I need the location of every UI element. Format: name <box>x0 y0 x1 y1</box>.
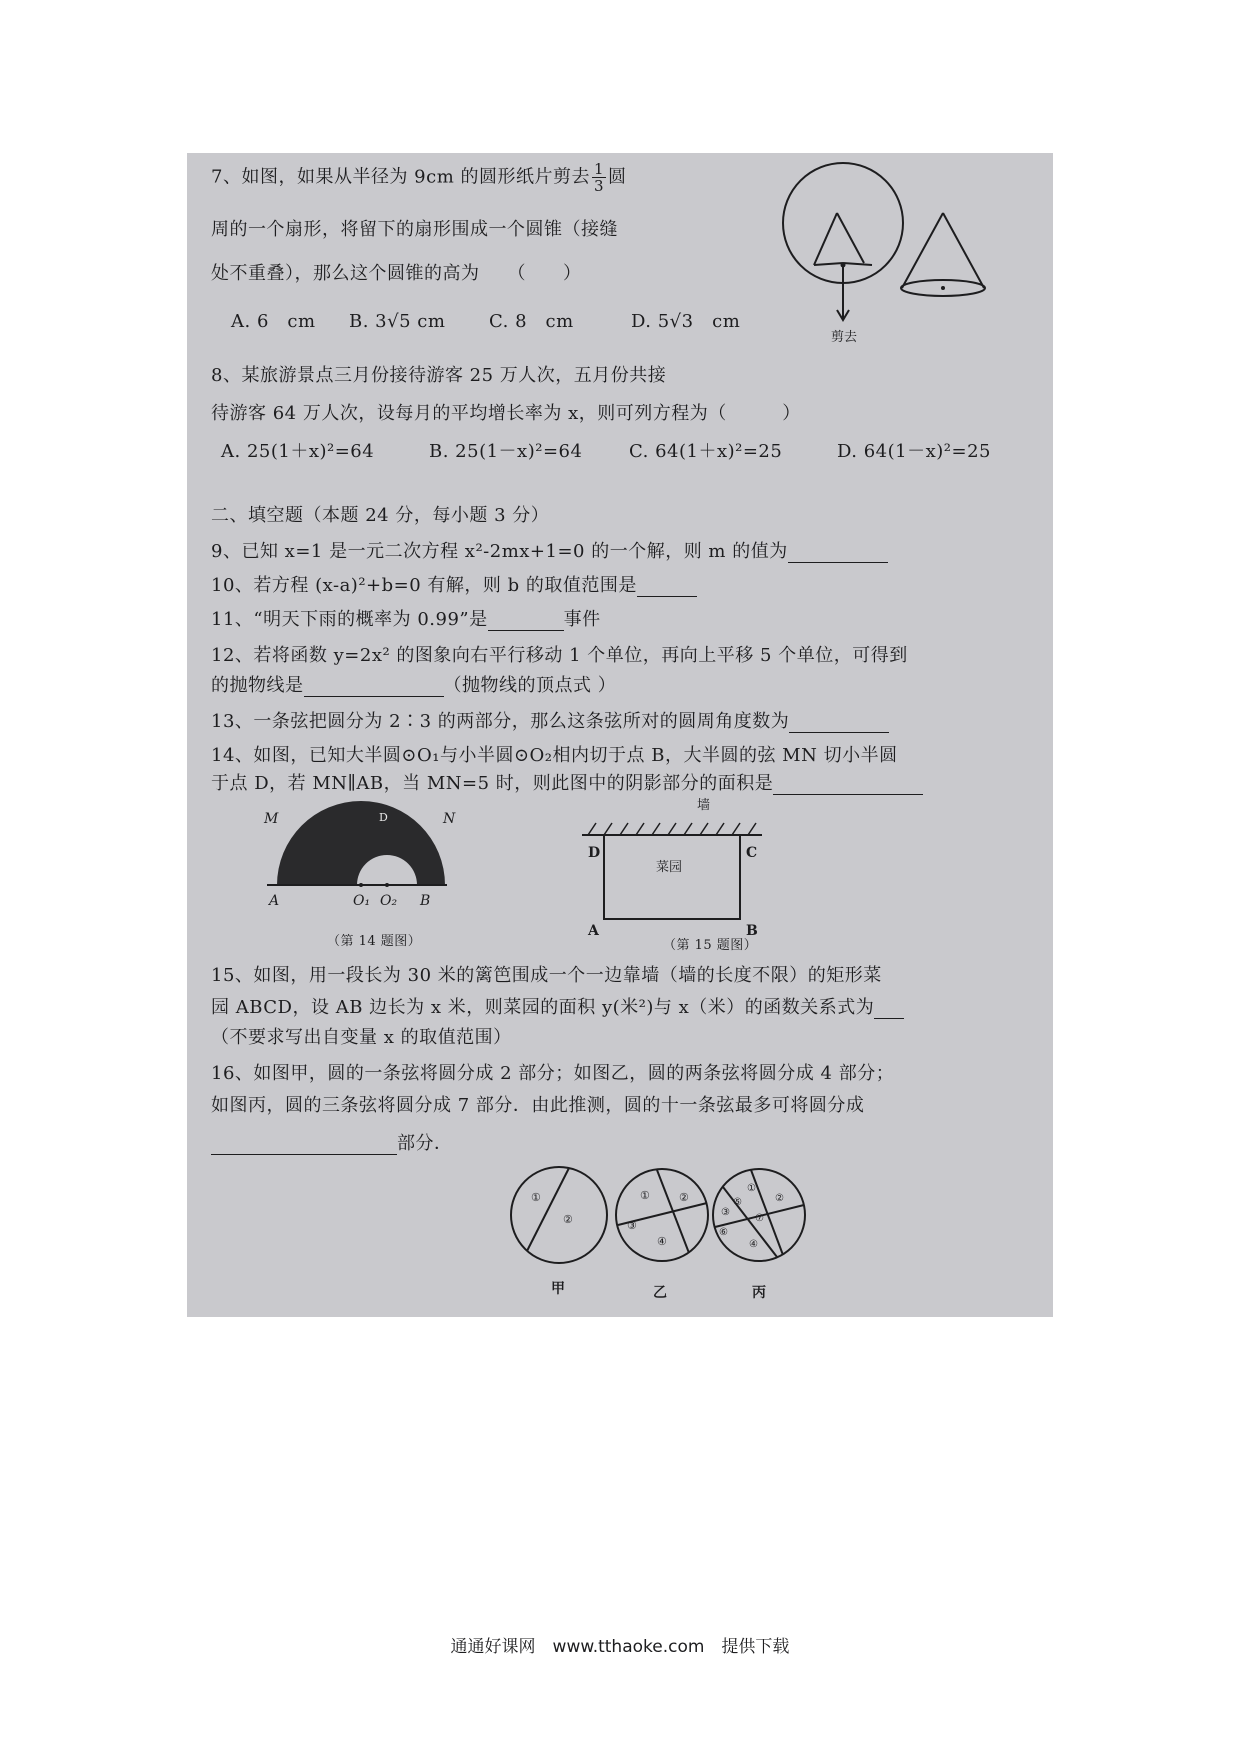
wall-label: 墙 <box>697 798 711 813</box>
figure-15 <box>582 793 822 943</box>
q16-line3 <box>211 1133 453 1155</box>
q7-option-c: C. 8 cm <box>489 311 574 332</box>
q12-line1: 12、若将函数 y=2x² 的图象向右平行移动 1 个单位，再向上平移 5 个单位，可得到 <box>211 645 908 666</box>
label-d: D <box>588 845 601 861</box>
q16-line2: 如图丙，圆的三条弦将圆分成 7 部分．由此推测，圆的十一条弦最多可将圆分成 <box>211 1095 865 1116</box>
q10-line <box>211 575 697 597</box>
sector-line-2 <box>837 213 864 263</box>
label-o2: O₂ <box>380 893 398 909</box>
label-a: A <box>269 893 280 909</box>
label-b: B <box>746 923 758 939</box>
q16-text-end: 部分． <box>397 1133 453 1154</box>
q8-option-a: A. 25(1＋x)²=64 <box>221 441 375 462</box>
figure-14 <box>257 793 497 913</box>
region-6: ⑥ <box>719 1227 728 1238</box>
q13-text: 13、一条弦把圆分为 2∶3 的两部分，那么这条弦所对的圆周角度数为 <box>211 711 790 732</box>
q11-text: 11、“明天下雨的概率为 0.99”是 <box>211 609 488 630</box>
label-bing: 丙 <box>752 1285 766 1301</box>
sector-edge-right <box>843 263 872 265</box>
wall-hatching <box>588 823 756 835</box>
q12-text-end: （抛物线的顶点式 ） <box>443 675 617 696</box>
q12-line2 <box>211 675 616 697</box>
label-a: A <box>588 923 599 939</box>
region-2: ② <box>563 1213 573 1226</box>
q12-text: 的抛物线是 <box>211 675 304 696</box>
q14-line1: 14、如图，已知大半圆⊙O₁与小半圆⊙O₂相内切于点 B，大半圆的弦 MN 切小半圆 <box>211 745 898 766</box>
q11-answer-blank <box>488 612 564 631</box>
q7-option-d: D. 5√3 cm <box>631 311 741 332</box>
q7-text-end: 圆 <box>608 166 627 188</box>
region-1: ① <box>531 1191 541 1204</box>
q10-answer-blank <box>637 578 697 597</box>
region-4: ④ <box>657 1235 667 1248</box>
q15-line2 <box>211 997 904 1019</box>
fraction-numerator: 1 <box>594 160 605 178</box>
label-c: C <box>746 845 758 861</box>
scanned-exam-photo <box>187 153 1053 1317</box>
garden-rectangle <box>604 835 740 919</box>
cut-label: 剪去 <box>831 330 858 345</box>
q16-line1: 16、如图甲，圆的一条弦将圆分成 2 部分；如图乙，圆的两条弦将圆分成 4 部分； <box>211 1063 895 1084</box>
q14-line2 <box>211 773 923 795</box>
region-5: ⑤ <box>733 1197 742 1208</box>
label-d: D <box>379 811 388 824</box>
q7-text: 7、如图，如果从半径为 9cm 的圆形纸片剪去 <box>211 166 590 188</box>
q11-text-end: 事件 <box>563 609 601 630</box>
region-2: ② <box>679 1191 689 1204</box>
section-2-heading: 二、填空题（本题 24 分，每小题 3 分） <box>211 505 550 526</box>
label-yi: 乙 <box>653 1285 667 1301</box>
q7-figure <box>757 153 997 353</box>
chord <box>527 1168 569 1251</box>
q15-answer-blank <box>874 1000 904 1019</box>
region-7: ⑦ <box>755 1213 764 1224</box>
q7-option-a: A. 6 cm <box>231 311 316 332</box>
q7-line2: 周的一个扇形，将留下的扇形围成一个圆锥（接缝 <box>211 219 618 240</box>
q12-answer-blank <box>304 678 444 697</box>
figure-15-caption: （第 15 题图） <box>663 938 758 953</box>
q8-line1: 8、某旅游景点三月份接待游客 25 万人次，五月份共接 <box>211 365 667 386</box>
q10-text: 10、若方程 (x-a)²+b=0 有解，则 b 的取值范围是 <box>211 575 637 596</box>
figure-16 <box>507 1153 807 1303</box>
label-n: N <box>443 811 456 827</box>
fraction-denominator: 3 <box>594 177 605 195</box>
page-footer: 通通好课网 www.tthaoke.com 提供下载 <box>450 1637 790 1657</box>
region-3: ③ <box>627 1219 637 1232</box>
q7-line1 <box>211 161 627 194</box>
q7-line3: 处不重叠），那么这个圆锥的高为 （ ） <box>211 263 582 284</box>
label-jia: 甲 <box>551 1281 565 1297</box>
cone-side-right <box>943 213 984 288</box>
point-o1 <box>359 883 363 887</box>
q14-text: 于点 D，若 MN∥AB，当 MN=5 时，则此图中的阴影部分的面积是 <box>211 773 774 794</box>
fraction-one-third <box>592 161 606 194</box>
q8-option-d: D. 64(1－x)²=25 <box>837 441 991 462</box>
figure-14-caption: （第 14 题图） <box>327 934 422 949</box>
region-1: ① <box>747 1183 756 1194</box>
circle-jia <box>511 1167 607 1263</box>
label-b: B <box>420 893 431 909</box>
sector-edge-left <box>814 263 843 265</box>
region-3: ③ <box>721 1207 730 1218</box>
q13-line <box>211 711 889 733</box>
region-4: ④ <box>749 1239 758 1250</box>
q9-answer-blank <box>788 544 888 563</box>
q9-text: 9、已知 x=1 是一元二次方程 x²-2mx+1=0 的一个解，则 m 的值为 <box>211 541 788 562</box>
region-2: ② <box>775 1193 784 1204</box>
q16-answer-blank <box>211 1136 397 1155</box>
cone-base-center <box>941 286 945 290</box>
label-o1: O₁ <box>353 893 371 909</box>
region-1: ① <box>640 1189 650 1202</box>
garden-label: 菜园 <box>656 860 683 875</box>
q8-option-b: B. 25(1－x)²=64 <box>429 441 583 462</box>
label-m: M <box>264 811 279 827</box>
q15-text: 园 ABCD，设 AB 边长为 x 米，则菜园的面积 y(米²)与 x（米）的函数关系式为 <box>211 997 875 1018</box>
q9-line <box>211 541 888 563</box>
point-o2 <box>385 883 389 887</box>
q8-option-c: C. 64(1＋x)²=25 <box>629 441 783 462</box>
q15-line3: （不要求写出自变量 x 的取值范围） <box>211 1027 512 1048</box>
q7-option-b: B. 3√5 cm <box>349 311 446 332</box>
cone-side-left <box>902 213 943 288</box>
q11-line <box>211 609 601 631</box>
q8-line2: 待游客 64 万人次，设每月的平均增长率为 x，则可列方程为（ ） <box>211 403 801 424</box>
q13-answer-blank <box>789 714 889 733</box>
shaded-region <box>277 801 445 885</box>
sector-line-1 <box>814 213 837 265</box>
q15-line1: 15、如图，用一段长为 30 米的篱笆围成一个一边靠墙（墙的长度不限）的矩形菜 <box>211 965 882 986</box>
